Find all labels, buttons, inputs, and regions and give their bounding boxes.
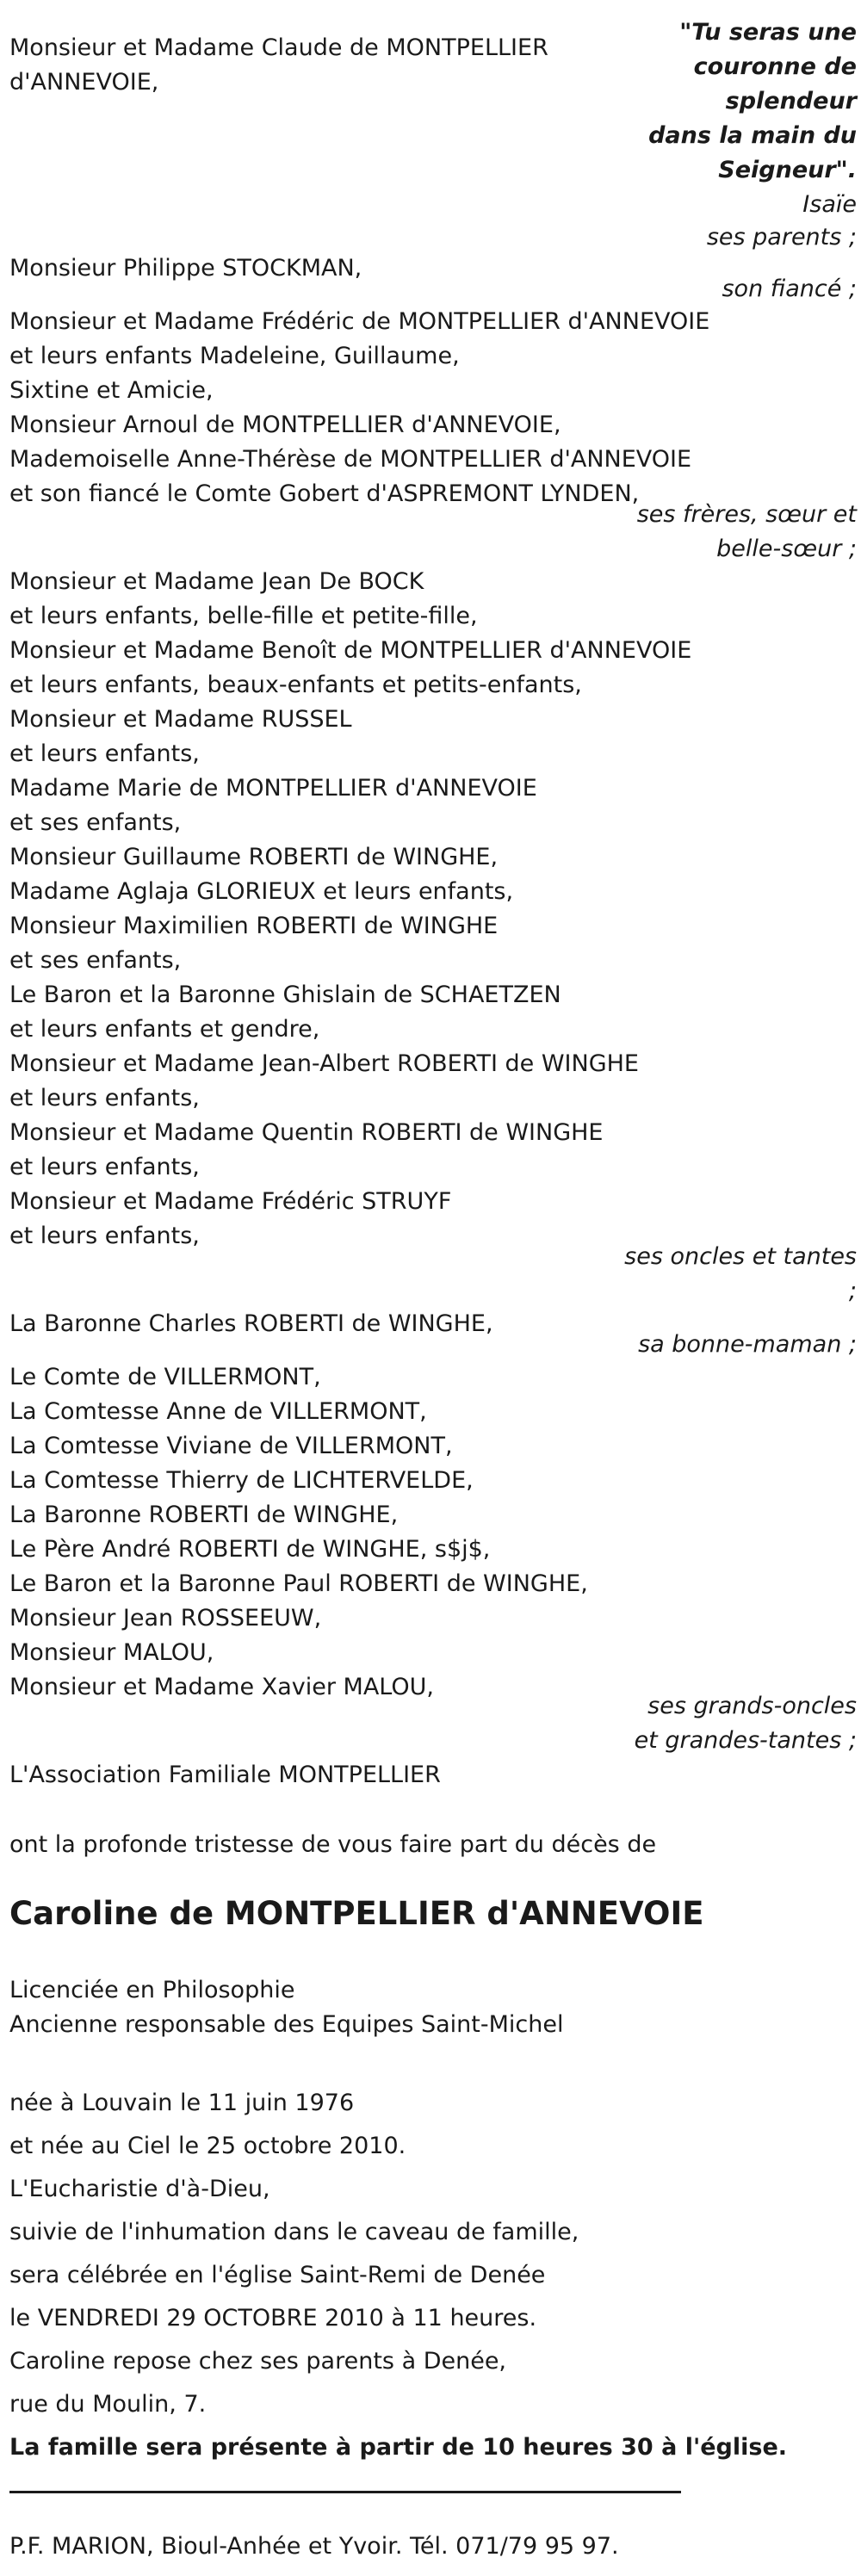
uncle-line: et leurs enfants, beaux-enfants et petits-enfants, xyxy=(9,672,582,698)
role-line: ; xyxy=(848,1278,857,1304)
fiance-block xyxy=(9,251,681,286)
sibling-line: Monsieur et Madame Frédéric de MONTPELLIER d'ANNEVOIE xyxy=(9,308,710,335)
great-uncle-line: La Comtesse Viviane de VILLERMONT, xyxy=(9,1433,453,1459)
quote-line: "Tu seras une xyxy=(679,19,857,46)
parents-block xyxy=(9,31,681,100)
uncle-line: et ses enfants, xyxy=(9,809,182,836)
uncles-block xyxy=(9,565,692,1254)
great-uncle-line: Monsieur Jean ROSSEEUW, xyxy=(9,1605,322,1632)
detail-line: née à Louvain le 11 juin 1976 xyxy=(9,2090,355,2116)
siblings-block xyxy=(9,305,710,511)
great-uncle-line: La Comtesse Thierry de LICHTERVELDE, xyxy=(9,1467,474,1494)
sibling-line: Mademoiselle Anne-Thérèse de MONTPELLIER d'ANNEVOIE xyxy=(9,446,692,473)
funeral-details xyxy=(9,2082,787,2469)
great-uncle-line: La Baronne ROBERTI de WINGHE, xyxy=(9,1502,399,1528)
detail-line: rue du Moulin, 7. xyxy=(9,2391,207,2418)
uncle-line: Le Baron et la Baronne Ghislain de SCHAETZEN xyxy=(9,981,561,1008)
uncle-line: et leurs enfants, xyxy=(9,1085,200,1112)
funeral-home-contact: P.F. MARION, Bioul-Anhée et Yvoir. Tél. 071/79 95 97. xyxy=(9,2533,619,2560)
sibling-line: et son fiancé le Comte Gobert d'ASPREMONT LYNDEN, xyxy=(9,480,640,507)
quote-line: dans la main du xyxy=(648,122,857,149)
great-uncle-line: Monsieur et Madame Xavier MALOU, xyxy=(9,1674,434,1700)
quote-line: Seigneur". xyxy=(718,157,857,183)
detail-line: suivie de l'inhumation dans le caveau de famille, xyxy=(9,2219,579,2245)
great-uncles-role xyxy=(598,1689,857,1758)
parents-name: Monsieur et Madame Claude de MONTPELLIER xyxy=(9,34,548,61)
divider-rule xyxy=(9,2491,681,2493)
detail-line: Caroline repose chez ses parents à Denée, xyxy=(9,2348,507,2375)
title-line: Licenciée en Philosophie xyxy=(9,1977,295,2003)
role-line: ses oncles et tantes xyxy=(624,1243,857,1270)
quote-line: couronne de xyxy=(693,53,857,80)
uncle-line: et leurs enfants, xyxy=(9,1223,200,1249)
sibling-line: Monsieur Arnoul de MONTPELLIER d'ANNEVOIE, xyxy=(9,412,561,438)
role-line: et grandes-tantes ; xyxy=(634,1727,857,1754)
fiance-name: Monsieur Philippe STOCKMAN, xyxy=(9,255,362,282)
uncle-line: et ses enfants, xyxy=(9,947,182,974)
uncle-line: Monsieur et Madame Frédéric STRUYF xyxy=(9,1188,452,1215)
deceased-titles xyxy=(9,1973,563,2042)
uncle-line: Madame Aglaja GLORIEUX et leurs enfants, xyxy=(9,878,514,905)
deceased-name: Caroline de MONTPELLIER d'ANNEVOIE xyxy=(9,1895,704,1932)
role-line: ses frères, sœur et xyxy=(636,501,857,528)
role-line: belle-sœur ; xyxy=(716,536,857,562)
detail-line: et née au Ciel le 25 octobre 2010. xyxy=(9,2133,406,2159)
quote-line: splendeur xyxy=(725,88,857,115)
siblings-role xyxy=(598,498,857,567)
announcement-text: ont la profonde tristesse de vous faire part du décès de xyxy=(9,1831,657,1858)
detail-line: L'Eucharistie d'à-Dieu, xyxy=(9,2176,270,2202)
association-block xyxy=(9,1758,681,1793)
title-line: Ancienne responsable des Equipes Saint-Michel xyxy=(9,2011,564,2038)
great-uncle-line: La Comtesse Anne de VILLERMONT, xyxy=(9,1398,427,1425)
uncle-line: Monsieur Guillaume ROBERTI de WINGHE, xyxy=(9,844,499,870)
sibling-line: Sixtine et Amicie, xyxy=(9,377,214,404)
fiance-role: son fiancé ; xyxy=(722,276,857,302)
uncle-line: et leurs enfants, belle-fille et petite-fille, xyxy=(9,603,478,629)
detail-line: sera célébrée en l'église Saint-Remi de Denée xyxy=(9,2262,546,2288)
uncle-line: Monsieur Maximilien ROBERTI de WINGHE xyxy=(9,913,499,939)
uncle-line: et leurs enfants, xyxy=(9,1154,200,1180)
uncles-role xyxy=(598,1240,857,1309)
great-uncle-line: Le Père André ROBERTI de WINGHE, s$j$, xyxy=(9,1536,491,1563)
uncle-line: Monsieur et Madame Benoît de MONTPELLIER d'ANNEVOIE xyxy=(9,637,692,664)
uncle-line: et leurs enfants et gendre, xyxy=(9,1016,320,1043)
great-uncles-block xyxy=(9,1360,681,1705)
uncle-line: Madame Marie de MONTPELLIER d'ANNEVOIE xyxy=(9,775,537,802)
great-uncle-line: Le Baron et la Baronne Paul ROBERTI de WINGHE, xyxy=(9,1570,588,1597)
uncle-line: et leurs enfants, xyxy=(9,740,200,767)
great-uncle-line: Monsieur MALOU, xyxy=(9,1639,214,1666)
uncle-line: Monsieur et Madame Jean De BOCK xyxy=(9,568,424,595)
sibling-line: et leurs enfants Madeleine, Guillaume, xyxy=(9,343,460,369)
quote-author: Isaïe xyxy=(802,191,857,218)
role-line: ses grands-oncles xyxy=(647,1693,857,1719)
uncle-line: Monsieur et Madame RUSSEL xyxy=(9,706,352,733)
detail-line: le VENDREDI 29 OCTOBRE 2010 à 11 heures. xyxy=(9,2305,537,2331)
grandmother-role: sa bonne-maman ; xyxy=(638,1331,857,1358)
uncle-line: Monsieur et Madame Jean-Albert ROBERTI de WINGHE xyxy=(9,1050,639,1077)
parents-name: d'ANNEVOIE, xyxy=(9,69,159,96)
grandmother-block xyxy=(9,1307,681,1341)
association-name: L'Association Familiale MONTPELLIER xyxy=(9,1762,441,1788)
grandmother-name: La Baronne Charles ROBERTI de WINGHE, xyxy=(9,1310,493,1337)
family-presence-note: La famille sera présente à partir de 10 heures 30 à l'église. xyxy=(9,2434,788,2461)
uncle-line: Monsieur et Madame Quentin ROBERTI de WINGHE xyxy=(9,1119,604,1146)
parents-role: ses parents ; xyxy=(706,224,857,251)
great-uncle-line: Le Comte de VILLERMONT, xyxy=(9,1364,321,1390)
